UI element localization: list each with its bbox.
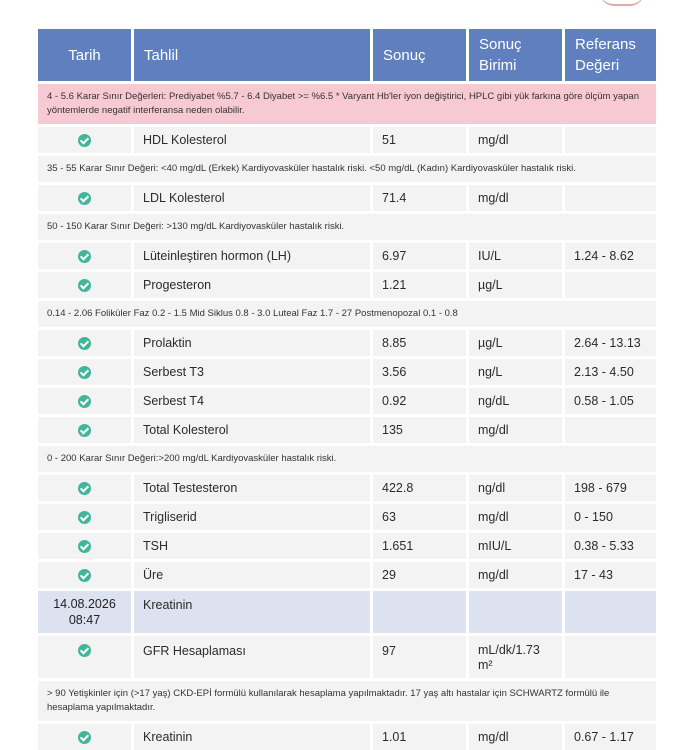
table-row — [38, 330, 656, 356]
status-cell — [38, 636, 131, 678]
check-circle-icon — [78, 644, 91, 657]
test-reference: 0.67 - 1.17 — [565, 724, 656, 750]
table-row — [38, 359, 656, 385]
table-row — [38, 636, 656, 678]
header-sonuc-birimi: Sonuç Birimi — [469, 29, 562, 81]
test-unit: mg/dl — [469, 562, 562, 588]
test-reference: 198 - 679 — [565, 475, 656, 501]
status-cell — [38, 359, 131, 385]
header-tahlil: Tahlil — [134, 29, 370, 81]
table-row — [38, 724, 656, 750]
test-unit: mg/dl — [469, 127, 562, 153]
test-unit: mg/dl — [469, 185, 562, 211]
status-cell — [38, 243, 131, 269]
group-empty — [469, 591, 562, 633]
test-name: Total Testesteron — [134, 475, 370, 501]
test-reference: 2.64 - 13.13 — [565, 330, 656, 356]
test-reference: 0.58 - 1.05 — [565, 388, 656, 414]
test-name: Prolaktin — [134, 330, 370, 356]
check-circle-icon — [78, 134, 91, 147]
test-name: Üre — [134, 562, 370, 588]
table-row — [38, 562, 656, 588]
header-sonuc: Sonuç — [373, 29, 466, 81]
test-name: HDL Kolesterol — [134, 127, 370, 153]
test-unit: mg/dl — [469, 504, 562, 530]
table-row — [38, 504, 656, 530]
test-value: 3.56 — [373, 359, 466, 385]
results-table — [38, 29, 656, 750]
group-row-kreatinin — [38, 591, 656, 633]
check-circle-icon — [78, 337, 91, 350]
test-value: 1.651 — [373, 533, 466, 559]
test-value: 71.4 — [373, 185, 466, 211]
check-circle-icon — [78, 279, 91, 292]
status-cell — [38, 562, 131, 588]
test-reference: 1.24 - 8.62 — [565, 243, 656, 269]
table-row — [38, 475, 656, 501]
stamp-mark — [600, 0, 644, 6]
test-value: 29 — [373, 562, 466, 588]
test-unit: mg/dl — [469, 417, 562, 443]
check-circle-icon — [78, 511, 91, 524]
test-name: Trigliserid — [134, 504, 370, 530]
check-circle-icon — [78, 192, 91, 205]
test-name: Total Kolesterol — [134, 417, 370, 443]
test-unit: mL/dk/1.73 m² — [469, 636, 562, 678]
group-datetime — [38, 591, 131, 633]
status-cell — [38, 533, 131, 559]
table-row — [38, 127, 656, 153]
test-unit: mg/dl — [469, 724, 562, 750]
check-circle-icon — [78, 250, 91, 263]
test-reference: 0.38 - 5.33 — [565, 533, 656, 559]
check-circle-icon — [78, 540, 91, 553]
test-unit: mIU/L — [469, 533, 562, 559]
status-cell — [38, 724, 131, 750]
test-reference — [565, 417, 656, 443]
status-cell — [38, 417, 131, 443]
test-value: 1.21 — [373, 272, 466, 298]
test-reference — [565, 127, 656, 153]
table-row — [38, 243, 656, 269]
test-name: Serbest T4 — [134, 388, 370, 414]
table-row — [38, 417, 656, 443]
test-value: 422.8 — [373, 475, 466, 501]
group-empty — [373, 591, 466, 633]
test-name: Progesteron — [134, 272, 370, 298]
test-reference — [565, 185, 656, 211]
table-row — [38, 533, 656, 559]
status-cell — [38, 475, 131, 501]
test-reference: 0 - 150 — [565, 504, 656, 530]
status-cell — [38, 127, 131, 153]
table-row — [38, 185, 656, 211]
status-cell — [38, 330, 131, 356]
note-hdl: 35 - 55 Karar Sınır Değeri: <40 mg/dL (Erkek) Kardiyovasküler hastalık riski. <50 mg/dL (Kadın) Kardiyovasküler hastalık riski. — [38, 156, 656, 182]
note-progesteron: 0.14 - 2.06 Foliküler Faz 0.2 - 1.5 Mid Siklus 0.8 - 3.0 Luteal Faz 1.7 - 27 Postmenopozal 0.1 - 0.8 — [38, 301, 656, 327]
test-name: Kreatinin — [134, 724, 370, 750]
table-header — [38, 29, 656, 81]
test-reference — [565, 636, 656, 678]
test-name: Serbest T3 — [134, 359, 370, 385]
test-value: 135 — [373, 417, 466, 443]
check-circle-icon — [78, 366, 91, 379]
check-circle-icon — [78, 482, 91, 495]
note-ldl: 50 - 150 Karar Sınır Değeri: >130 mg/dL Kardiyovasküler hastalık riski. — [38, 214, 656, 240]
test-value: 97 — [373, 636, 466, 678]
test-unit: µg/L — [469, 330, 562, 356]
test-unit: µg/L — [469, 272, 562, 298]
test-unit: ng/dL — [469, 388, 562, 414]
test-value: 51 — [373, 127, 466, 153]
group-empty — [565, 591, 656, 633]
check-circle-icon — [78, 395, 91, 408]
note-gfr: > 90 Yetişkinler için (>17 yaş) CKD-EPİ formülü kullanılarak hesaplama yapılmaktadır. 17 yaş altı hastalar için SCHWARTZ formülü ile hesaplama yapılmaktadır. — [38, 681, 656, 721]
test-unit: IU/L — [469, 243, 562, 269]
check-circle-icon — [78, 731, 91, 744]
status-cell — [38, 272, 131, 298]
test-reference — [565, 272, 656, 298]
test-value: 63 — [373, 504, 466, 530]
test-name: TSH — [134, 533, 370, 559]
test-value: 8.85 — [373, 330, 466, 356]
header-referans-degeri: Referans Değeri — [565, 29, 656, 81]
status-cell — [38, 504, 131, 530]
group-time: 08:47 — [68, 613, 101, 627]
status-cell — [38, 388, 131, 414]
test-value: 0.92 — [373, 388, 466, 414]
note-kolesterol: 0 - 200 Karar Sınır Değeri:>200 mg/dL Kardiyovasküler hastalık riski. — [38, 446, 656, 472]
group-name: Kreatinin — [134, 591, 370, 633]
check-circle-icon — [78, 569, 91, 582]
group-date: 14.08.2026 — [53, 597, 116, 611]
test-unit: ng/dl — [469, 475, 562, 501]
test-name: Lüteinleştiren hormon (LH) — [134, 243, 370, 269]
test-value: 1.01 — [373, 724, 466, 750]
test-value: 6.97 — [373, 243, 466, 269]
table-row — [38, 272, 656, 298]
table-row — [38, 388, 656, 414]
test-name: LDL Kolesterol — [134, 185, 370, 211]
test-unit: ng/L — [469, 359, 562, 385]
check-circle-icon — [78, 424, 91, 437]
note-hba1c: 4 - 5.6 Karar Sınır Değerleri: Prediyabet %5.7 - 6.4 Diyabet >= %6.5 * Varyant Hb'ler iyon değiştirici, HPLC gibi yük farkına göre ölçüm yapan yöntemlerde negatif interferansa neden olabilir. — [38, 84, 656, 124]
test-name: GFR Hesaplaması — [134, 636, 370, 678]
status-cell — [38, 185, 131, 211]
header-tarih: Tarih — [38, 29, 131, 81]
test-reference: 17 - 43 — [565, 562, 656, 588]
test-reference: 2.13 - 4.50 — [565, 359, 656, 385]
